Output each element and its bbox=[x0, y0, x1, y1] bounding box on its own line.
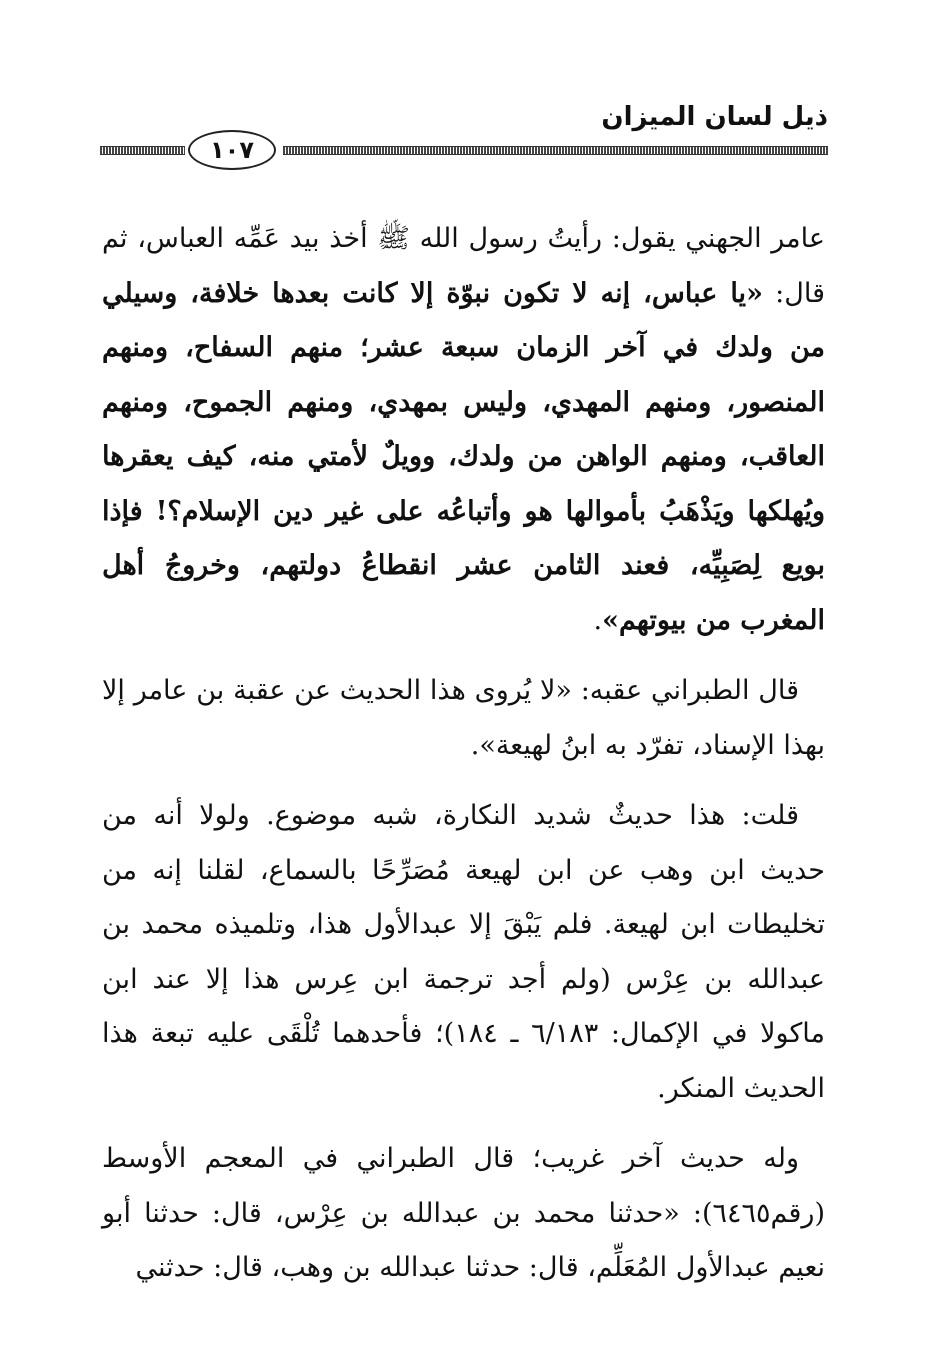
book-title: ذيل لسان الميزان bbox=[601, 102, 828, 132]
paragraph-author-note: قلت: هذا حديثٌ شديد النكارة، شبه موضوع. ولولا أنه من حديث ابن وهب عن ابن لهيعة مُصَرِّحًا بالسماع، لقلنا إنه من تخليطات ابن لهيعة. فلم يَبْقَ إلا عبدالأول هذا، وتلميذه محمد بن عبدالله بن عِرْس (ولم أجد ترجمة ابن عِرس هذا إلا عند ابن ماكولا في الإكمال: ٦/١٨٣ ـ ١٨٤)؛ فأحدهما تُلْقَى عليه تبعة هذا الحديث المنكر. bbox=[102, 800, 825, 1104]
header-rule-left bbox=[100, 146, 185, 155]
header-rule-right bbox=[283, 146, 828, 155]
running-header bbox=[100, 92, 828, 172]
page-number-oval bbox=[188, 130, 276, 170]
paragraph-hadith bbox=[102, 212, 825, 648]
paragraph-another-hadith: وله حديث آخر غريب؛ قال الطبراني في المعجم الأوسط (رقم٦٤٦٥): «حدثنا محمد بن عبدالله بن عِرْس، قال: حدثنا أبو نعيم عبدالأول المُعَلِّم، قال: حدثنا عبدالله بن وهب، قال: حدثني bbox=[102, 1143, 825, 1283]
page-number: ١٠٧ bbox=[210, 136, 254, 164]
body-text bbox=[102, 212, 825, 1296]
paragraph-tabarani-comment: قال الطبراني عقبه: «لا يُروى هذا الحديث عن عقبة بن عامر إلا بهذا الإسناد، تفرّد به ابنُ لهيعة». bbox=[102, 675, 825, 761]
paragraph-hadith-lead: عامر الجهني يقول: رأيتُ رسول الله ﷺ أخذ بيد عَمِّه العباس، ثم قال: bbox=[102, 223, 825, 309]
hadith-quote: «يا عباس، إنه لا تكون نبوّة إلا كانت بعدها خلافة، وسيلي من ولدك في آخر الزمان سبعة عشر؛ منهم السفاح، ومنهم المنصور، ومنهم المهدي، وليس بمهدي، ومنهم الجموح، ومنهم العاقب، ومنهم الواهن من ولدك، وويلٌ لأمتي منه، كيف يعقرها ويُهلكها ويَذْهَبُ بأموالها هو وأتباعُه على غير دين الإسلام؟! فإذا بويع لِصَبِيِّه، فعند الثامن عشر انقطاعُ دولتهم، وخروجُ أهل المغرب من بيوتهم» bbox=[102, 277, 825, 636]
paragraph-hadith-end: . bbox=[593, 604, 603, 636]
